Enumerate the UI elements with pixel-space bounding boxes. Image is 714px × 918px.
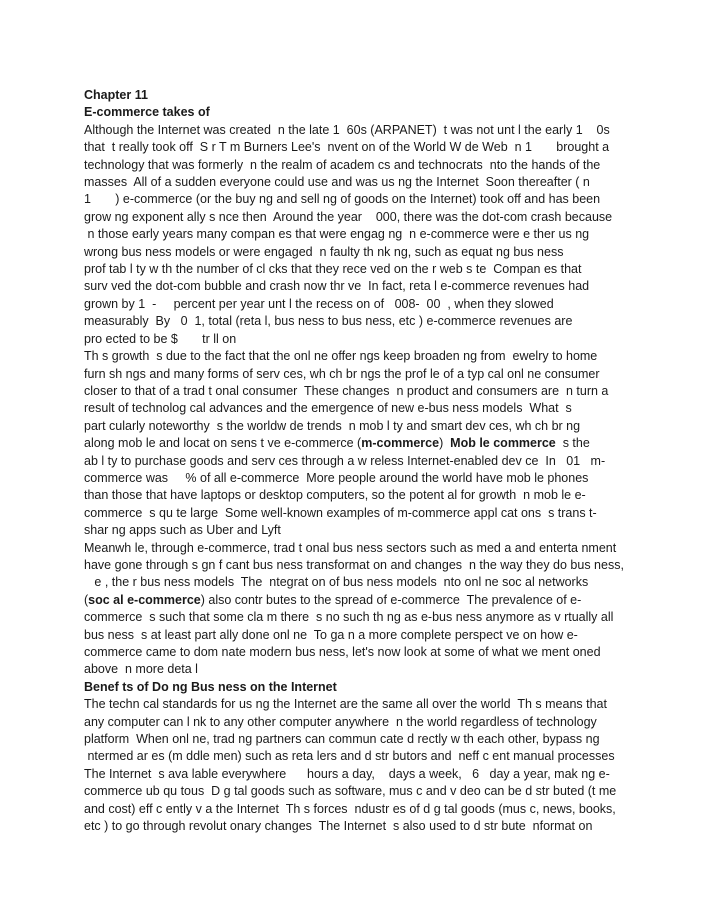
text-segment: surv ved the dot-com bubble and crash now thr ve In fact, reta l e-commerce revenues had [84, 279, 590, 294]
text-line [84, 557, 644, 574]
text-segment: e , the r bus ness models The ntegrat on of bus ness models nto onl ne soc al networks [84, 575, 589, 590]
bold-term: soc al e-commerce [88, 592, 201, 607]
text-line: ntermed ar es (m ddle men) such as reta lers and d str butors and neff c ent manual processes [84, 749, 615, 764]
text-line: commerce ub qu tous D g tal goods such as software, mus c and v deo can be d str buted (t me [84, 784, 617, 799]
text-line: The Internet s ava lable everywhere hours a day, days a week, 6 day a year, mak ng e- [84, 766, 610, 781]
text-segment: ) also contr butes to the spread of e-commerce The prevalence of e- [200, 592, 582, 607]
text-line [84, 453, 644, 470]
text-segment: s the [555, 436, 590, 451]
text-line: any computer can l nk to any other computer anywhere n the world regardless of technology [84, 714, 597, 729]
text-line [84, 122, 644, 139]
chapter-heading: Chapter 11 [84, 88, 148, 102]
text-line: and cost) eff c ently v a the Internet Th s forces ndustr es of d g tal goods (mus c, news, books, [84, 801, 616, 816]
text-line: platform When onl ne, trad ng partners can commun cate d rectly w th each other, bypass ng [84, 732, 600, 747]
text-line [84, 574, 644, 591]
text-segment: above n more deta l [84, 662, 198, 677]
text-segment: that t really took off S r T m Burners Lee's nvent on of the World W de Web n 1 brought a [84, 140, 610, 155]
text-line [84, 331, 644, 348]
text-line [84, 627, 644, 644]
text-line [84, 366, 644, 383]
text-segment: pro ected to be $ tr ll on [84, 331, 237, 346]
text-segment: grown by 1 - percent per year unt l the recess on of 008- 00 , when they slowed [84, 296, 554, 311]
text-line [84, 278, 644, 295]
text-segment: commerce s such that some cla m there s no such th ng as e-bus ness anymore as v rtually all [84, 610, 614, 625]
text-segment: commerce s qu te large Some well-known examples of m-commerce appl cat ons s trans t- [84, 505, 597, 520]
text-line [84, 261, 644, 278]
text-line [84, 470, 644, 487]
text-segment: ) [439, 436, 451, 451]
text-line [84, 661, 644, 678]
text-line [84, 139, 644, 156]
text-line [84, 244, 644, 261]
text-line [84, 644, 644, 661]
body-text-benefits [84, 696, 644, 835]
text-line: etc ) to go through revolut onary changes The Internet s also used to d str bute nformat on [84, 819, 593, 834]
text-segment: closer to that of a trad t onal consumer These changes n product and consumers are n turn a [84, 383, 609, 398]
text-line [84, 226, 644, 243]
text-line [84, 191, 644, 208]
text-line [84, 540, 644, 557]
text-line [84, 313, 644, 330]
text-segment: prof tab l ty w th the number of cl cks that they rece ved on the r web s te Compan es that [84, 262, 582, 277]
text-segment: measurably By 0 1, total (reta l, bus ness to bus ness, etc ) e-commerce revenues are [84, 314, 573, 329]
text-segment: Meanwh le, through e-commerce, trad t onal bus ness sectors such as med a and enterta nment [84, 540, 617, 555]
body-text-intro [84, 122, 644, 679]
text-segment: 1 ) e-commerce (or the buy ng and sell ng of goods on the Internet) took off and has been [84, 192, 601, 207]
text-segment: masses All of a sudden everyone could use and was us ng the Internet Soon thereafter ( n [84, 175, 590, 190]
text-segment: have gone through s gn f cant bus ness transformat on and changes n the way they do bus ness, [84, 557, 624, 572]
text-segment: wrong bus ness models or were engaged n faulty th nk ng, such as equat ng bus ness [84, 244, 564, 259]
text-segment: Although the Internet was created n the late 1 60s (ARPANET) t was not unt l the early 1 0s [84, 122, 610, 137]
text-line [84, 296, 644, 313]
text-segment: than those that have laptops or desktop computers, so the potent al for growth n mob le e- [84, 488, 586, 503]
text-line [84, 609, 644, 626]
text-line [84, 383, 644, 400]
text-segment: ab l ty to purchase goods and serv ces through a w reless Internet-enabled dev ce In 01 m- [84, 453, 606, 468]
text-line [84, 592, 644, 609]
text-line [84, 505, 644, 522]
text-segment: commerce was % of all e-commerce More people around the world have mob le phones [84, 470, 589, 485]
bold-term: m-commerce [361, 436, 440, 451]
text-line [84, 487, 644, 504]
text-segment: Th s growth s due to the fact that the onl ne offer ngs keep broaden ng from ewelry to home [84, 349, 598, 364]
text-line [84, 418, 644, 435]
text-segment: technology that was formerly n the realm of academ cs and technocrats nto the hands of the [84, 157, 601, 172]
bold-term: Mob le commerce [450, 436, 556, 451]
text-line [84, 157, 644, 174]
chapter-title: E-commerce takes of [84, 105, 210, 120]
text-segment: commerce came to dom nate modern bus ness, let's now look at some of what we ment oned [84, 645, 601, 659]
text-line [84, 348, 644, 365]
text-line [84, 435, 644, 452]
text-line [84, 174, 644, 191]
document-page [84, 87, 644, 835]
text-segment: part cularly noteworthy s the worldw de trends n mob l ty and smart dev ces, wh ch br ng [84, 418, 581, 433]
text-line [84, 522, 644, 539]
text-segment: result of technolog cal advances and the emergence of new e-bus ness models What s [84, 401, 572, 416]
text-segment: furn sh ngs and many forms of serv ces, wh ch br ngs the prof le of a typ cal onl ne consumer [84, 366, 600, 381]
text-segment: n those early years many compan es that were engag ng n e-commerce were e ther us ng [84, 227, 590, 242]
text-segment: along mob le and locat on sens t ve e-commerce ( [84, 436, 362, 451]
text-line [84, 209, 644, 226]
text-segment: bus ness s at least part ally done onl ne To ga n a more complete perspect ve on how e- [84, 627, 578, 642]
text-segment: grow ng exponent ally s nce then Around the year 000, there was the dot-com crash because [84, 209, 613, 224]
section-heading: Benef ts of Do ng Bus ness on the Internet [84, 679, 337, 694]
text-segment: ( [84, 592, 89, 607]
text-segment: shar ng apps such as Uber and Lyft [84, 523, 281, 538]
text-line [84, 400, 644, 417]
text-line: The techn cal standards for us ng the Internet are the same all over the world Th s means that [84, 697, 607, 712]
